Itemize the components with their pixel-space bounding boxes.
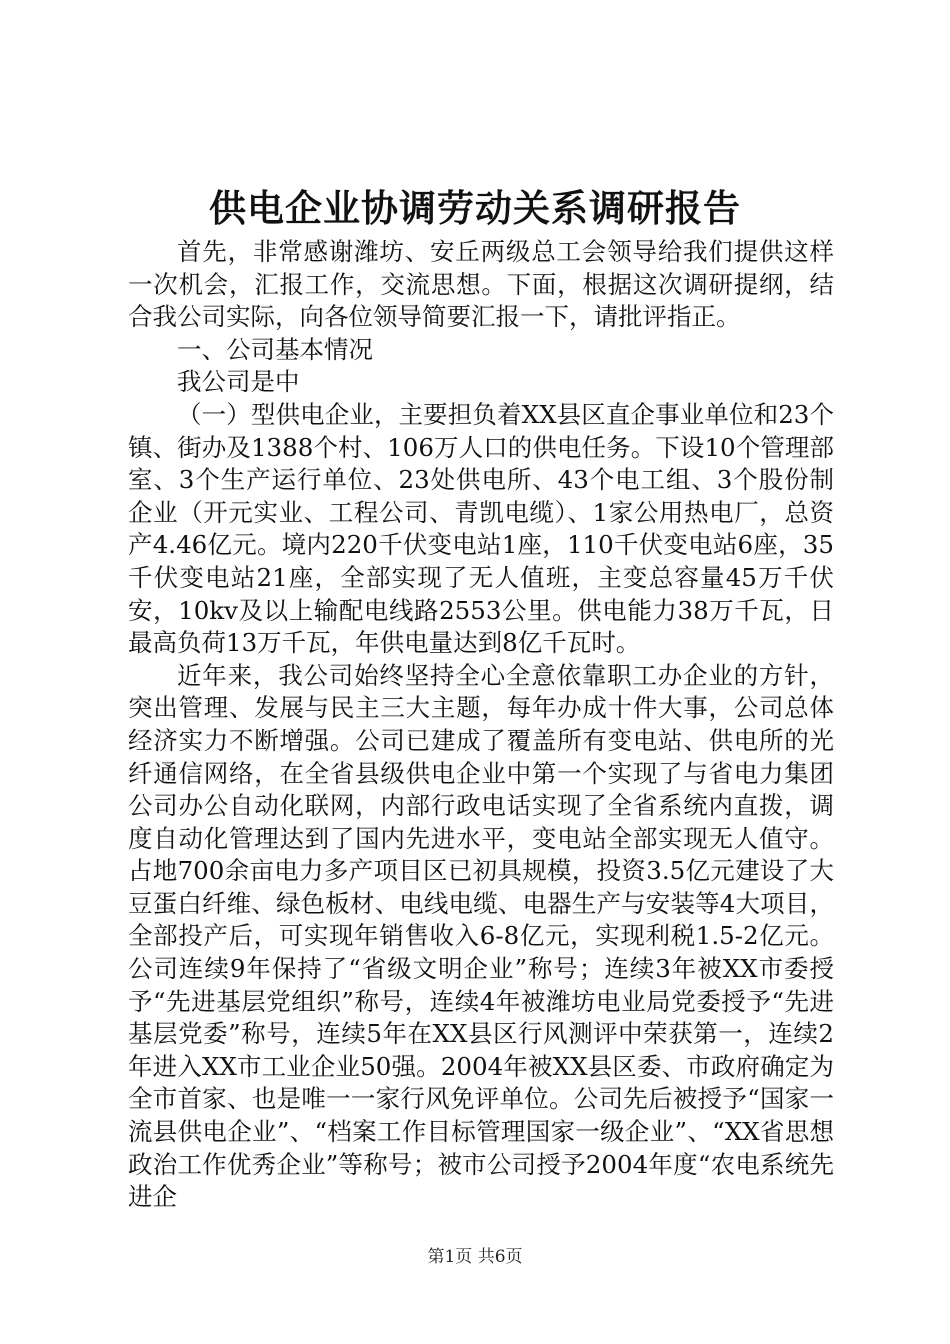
document-title: 供电企业协调劳动关系调研报告 bbox=[209, 186, 741, 230]
document-body bbox=[128, 236, 834, 1214]
section-heading: 一、公司基本情况 bbox=[177, 334, 373, 364]
paragraph-fragment: 我公司是中 bbox=[177, 367, 300, 397]
paragraph-intro: 首先，非常感谢潍坊、安丘两级总工会领导给我们提供这样一次机会，汇报工作，交流思想。下面，根据这次调研提纲，结合我公司实际，向各位领导简要汇报一下，请批评指正。 bbox=[128, 237, 834, 332]
paragraph-recent-years: 近年来，我公司始终坚持全心全意依靠职工办企业的方针，突出管理、发展与民主三大主题，每年办成十件大事，公司总体经济实力不断增强。公司已建成了覆盖所有变电站、供电所的光纤通信网络，在全省县级供电企业中第一个实现了与省电力集团公司办公自动化联网，内部行政电话实现了全省系统内直拨，调度自动化管理达到了国内先进水平，变电站全部实现无人值守。占地700余亩电力多产项目区已初具规模，投资3.5亿元建设了大豆蛋白纤维、绿色板材、电线电缆、电器生产与安装等4大项目，全部投产后，可实现年销售收入6-8亿元，实现利税1.5-2亿元。公司连续9年保持了“省级文明企业”称号；连续3年被XX市委授予“先进基层党组织”称号，连续4年被潍坊电业局党委授予“先进基层党委”称号，连续5年在XX县区行风测评中荣获第一，连续2年进入XX市工业企业50强。2004年被XX县区委、市政府确定为全市首家、也是唯一一家行风免评单位。公司先后被授予“国家一流县供电企业”、“档案工作目标管理国家一级企业”、“XX省思想政治工作优秀企业”等称号；被市公司授予2004年度“农电系统先进企 bbox=[128, 660, 834, 1212]
page-footer: 第1页 共6页 bbox=[427, 1247, 523, 1267]
paragraph-company-overview: （一）型供电企业，主要担负着XX县区直企事业单位和23个镇、街办及1388个村、106万人口的供电任务。下设10个管理部室、3个生产运行单位、23处供电所、43个电工组、3个股份制企业（开元实业、工程公司、青凯电缆）、1家公用热电厂，总资产4.46亿元。境内220千伏变电站1座，110千伏变电站6座，35千伏变电站21座，全部实现了无人值班，主变总容量45万千伏安，10kv及以上输配电线路2553公里。供电能力38万千瓦，日最高负荷13万千瓦，年供电量达到8亿千瓦时。 bbox=[128, 399, 834, 658]
